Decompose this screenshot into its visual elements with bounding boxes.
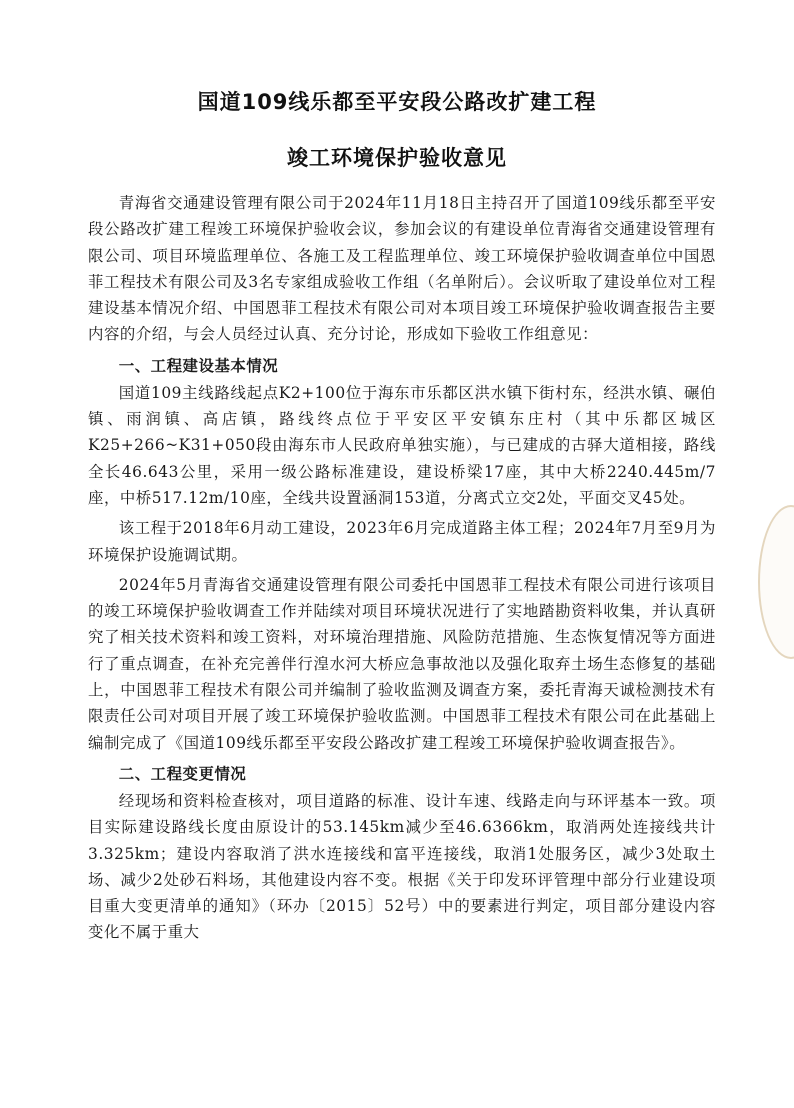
document-subtitle: 竣工环境保护验收意见 (287, 146, 507, 170)
section1-paragraph-2: 该工程于2018年6月动工建设，2023年6月完成道路主体工程；2024年7月至9月为环境保护设施调试期。 (88, 519, 716, 564)
document-body (88, 190, 716, 950)
section-heading-2: 二、工程变更情况 (118, 764, 247, 783)
intro-paragraph: 青海省交通建设管理有限公司于2024年11月18日主持召开了国道109线乐都至平安段公路改扩建工程竣工环境保护验收会议，参加会议的有建设单位青海省交通建设管理有限公司、项目环境监理单位、各施工及工程监理单位、竣工环境保护验收调查单位中国恩菲工程技术有限公司及3名专家组成验收工作组（名单附后）。会议听取了建设单位对工程建设基本情况介绍、中国恩菲工程技术有限公司对本项目竣工环境保护验收调查报告主要内容的介绍，与会人员经过认真、充分讨论，形成如下验收工作组意见： (88, 194, 716, 344)
section1-paragraph-1: 国道109主线路线起点K2+100位于海东市乐都区洪水镇下街村东，经洪水镇、碾伯镇、雨润镇、高店镇，路线终点位于平安区平安镇东庄村（其中乐都区城区K25+266~K31+050段由海东市人民政府单独实施），与已建成的古驿大道相接，路线全长46.643公里，采用一级公路标准建设，建设桥梁17座，其中大桥2240.445m/7座，中桥517.12m/10座，全线共设置涵洞153道，分离式立交2处，平面交叉45处。 (88, 383, 716, 507)
seal-stamp-edge (758, 505, 794, 659)
section-heading-1: 一、工程建设基本情况 (118, 356, 279, 375)
section2-paragraph-1: 经现场和资料检查核对，项目道路的标准、设计车速、线路走向与环评基本一致。项目实际建设路线长度由原设计的53.145km减少至46.6366km，取消两处连接线共计3.325km；建设内容取消了洪水连接线和富平连接线，取消1处服务区，减少3处取土场、减少2处砂石料场，其他建设内容不变。根据《关于印发环评管理中部分行业建设项目重大变更清单的通知》（环办〔2015〕52号）中的要素进行判定，项目部分建设内容变化不属于重大 (88, 791, 716, 942)
section1-paragraph-3: 2024年5月青海省交通建设管理有限公司委托中国恩菲工程技术有限公司进行该项目的竣工环境保护验收调查工作并陆续对项目环境状况进行了实地踏勘资料收集，并认真研究了相关技术资料和竣工资料，对环境治理措施、风险防范措施、生态恢复情况等方面进行了重点调查，在补充完善伴行湟水河大桥应急事故池以及强化取弃土场生态修复的基础上，中国恩菲工程技术有限公司并编制了验收监测及调查方案，委托青海天诚检测技术有限责任公司对项目开展了竣工环境保护验收监测。中国恩菲工程技术有限公司在此基础上编制完成了《国道109线乐都至平安段公路改扩建工程竣工环境保护验收调查报告》。 (88, 575, 716, 752)
document-title: 国道109线乐都至平安段公路改扩建工程 (197, 90, 597, 114)
